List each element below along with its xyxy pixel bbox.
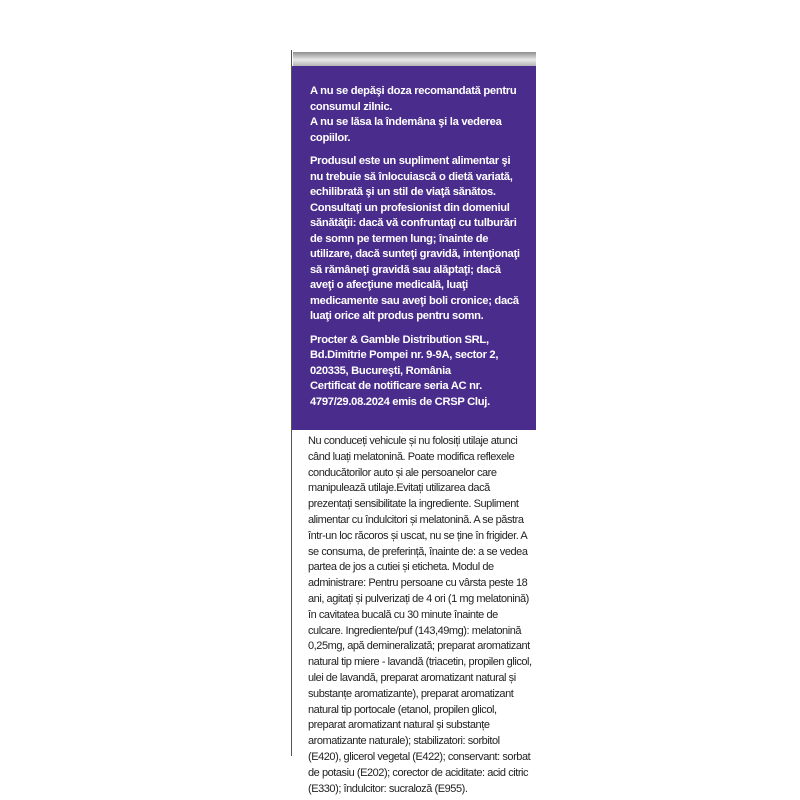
product-label (291, 50, 536, 795)
silver-cap-strip (293, 52, 536, 66)
notification-certificate: Certificat de notificare seria AC nr. 4797/29.08.2024 emis de CRSP Cluj. (310, 380, 490, 408)
children-warning: A nu se lăsa la îndemâna şi la vederea copiilor. (310, 116, 502, 144)
supplement-notice: Produsul este un supliment alimentar şi nu trebuie să înlocuiască o dietă variată, echilibrată şi un stil de viaţă sănătos. Consultaţi un profesionist din domeniul sănătăţii: dacă vă confruntaţi cu tulburări de somn pe termen lung; înainte de utilizare, dacă sunteţi gravidă, intenţionaţi să rămâneţi gravidă sau alăptaţi; dacă aveţi o afecţiune medicală, luaţi medicamente sau aveţi boli cronice; dacă luaţi orice alt produs pentru somn. (310, 155, 520, 322)
daily-dose-warning: A nu se depăşi doza recomandată pentru consumul zilnic. (310, 85, 517, 113)
usage-ingredients-text: Nu conduceți vehicule și nu folosiți utilaje atunci când luați melatonină. Poate modifica reflexele conducătorilor auto și ale persoanelor care manipulează utilaje.Evitați utilizarea dacă prezentați sensibilitate la ingrediente. Supliment alimentar cu îndulcitori și melatonină. A se păstra într-un loc răcoros și uscat, nu se ține în frigider. A se consuma, de preferință, înainte de: a se vedea partea de jos a cutiei și eticheta. Modul de administrare: Pentru persoane cu vârsta peste 18 ani, agitați și pulverizați de 4 ori (1 mg melatonină) în cavitatea bucală cu 30 minute înainte de culcare. Ingrediente/puf (143,49mg): melatonină 0,25mg, apă demineralizată; preparat aromatizant natural tip miere - lavandă (triacetin, propilen glicol, ulei de lavandă, preparat aromatizant natural și substanțe aromatizante), preparat aromatizant natural tip portocale (etanol, propilen glicol, preparat aromatizant natural și substanțe aromatizante naturale); stabilizatori: sorbitol (E420), glicerol vegetal (E422); conservant: sorbat de potasiu (E202); corector de aciditate: acid citric (E330); îndulcitor: sucraloză (E955). (308, 435, 532, 795)
warning-panel (292, 66, 536, 430)
distributor-address: Procter & Gamble Distribution SRL, Bd.Dimitrie Pompei nr. 9-9A, sector 2, 020335, Bucureşti, România (310, 333, 499, 377)
